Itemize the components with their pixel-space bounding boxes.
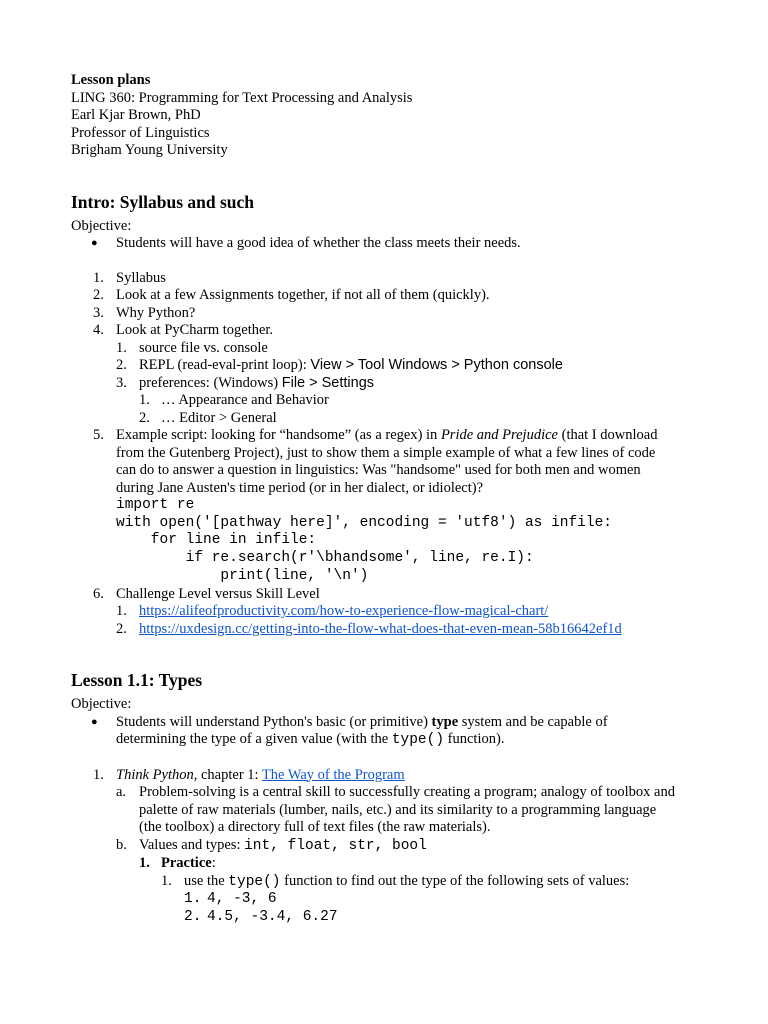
list-item: 2. https://uxdesign.cc/getting-into-the-flow-what-does-that-even-mean-58b16642ef1d — [116, 620, 622, 637]
course-name: LING 360: Programming for Text Processing and Analysis — [71, 89, 413, 106]
list-item: 3. Why Python? — [93, 304, 196, 321]
flow-chart-link[interactable]: https://alifeofproductivity.com/how-to-experience-flow-magical-chart/ — [139, 603, 549, 620]
list-item: 1. use the type() function to find out the type of the following sets of values: — [161, 872, 630, 890]
bullet-marker: ● — [91, 237, 98, 249]
list-item: 2. … Editor > General — [139, 409, 277, 426]
way-of-program-link[interactable]: The Way of the Program — [261, 766, 405, 783]
practice-label: Practice — [161, 855, 212, 872]
author-name: Earl Kjar Brown, PhD — [71, 107, 201, 123]
code-line: with open('[pathway here]', encoding = 'utf8') as infile: — [116, 514, 612, 531]
lesson-list — [71, 767, 701, 927]
list-item: 1. Practice: — [139, 855, 216, 872]
code-line: print(line, '\n') — [116, 567, 369, 584]
lesson-objective-bullet: ● Students will understand Python's basic (or primitive) type system and be capable of determining the type of a given value (with the type() function). — [91, 713, 608, 749]
menu-path: View > Tool Windows > Python console — [310, 357, 563, 373]
lesson-heading: Lesson 1.1: Types — [71, 670, 203, 691]
list-item: 1. Think Python, chapter 1: The Way of the Program — [93, 766, 405, 783]
intro-objective-label: Objective: — [71, 217, 132, 234]
type-names: int, float, str, bool — [244, 837, 427, 854]
menu-path: File > Settings — [281, 374, 375, 391]
intro-list — [71, 270, 701, 639]
intro-objective-bullet: ● Students will have a good idea of whether the class meets their needs. — [91, 235, 521, 251]
code-line: import re — [116, 497, 195, 513]
document-page — [71, 72, 701, 926]
list-item: 1. https://alifeofproductivity.com/how-to-experience-flow-magical-chart/ — [116, 603, 549, 620]
intro-heading: Intro: Syllabus and such — [71, 191, 255, 212]
book-title: Think Python — [116, 766, 194, 783]
code-line: for line in infile: — [116, 532, 317, 549]
list-item: 5. Example script: looking for “handsome” (as a regex) in Pride and Prejudice (that I download from the Gutenberg Project), just to show them a simple example of what a few lines of code can do to answer a question in linguistics: Was "handsome" used for both men and women during Jane Austen's time period (or in her dialect, or idiolect)? import re with open('[pathway here]', encoding = 'utf8') as infile: for line in infile: if re.search(r'\bhandsome', line, re.I): print(line, '\n') — [71, 427, 701, 586]
list-item: 2. Look at a few Assignments together, if not all of them (quickly). — [93, 287, 490, 303]
doc-title: Lesson plans — [71, 72, 151, 88]
university-name: Brigham Young University — [71, 142, 228, 158]
lesson-objective-label: Objective: — [71, 696, 132, 713]
author-position: Professor of Linguistics — [71, 124, 210, 141]
list-item: 1. Syllabus — [93, 269, 166, 286]
uxdesign-flow-link[interactable]: https://uxdesign.cc/getting-into-the-flow-what-does-that-even-mean-58b16642ef1d — [139, 620, 622, 637]
list-item: 1. … Appearance and Behavior — [139, 392, 329, 408]
list-item: 3. preferences: (Windows) File > Settings — [116, 374, 375, 391]
list-item: 4. Look at PyCharm together. — [93, 322, 274, 338]
list-item: 2. REPL (read-eval-print loop): View > Tool Windows > Python console — [116, 357, 563, 373]
list-item: a. Problem-solving is a central skill to successfully creating a program; analogy of toolbox and palette of raw materials (lumber, nails, etc.) and its similarity to a programming language (the toolbox) a directory full of text files (the raw materials). — [116, 784, 675, 836]
bullet-marker: ● — [91, 715, 98, 728]
code-line: if re.search(r'\bhandsome', line, re.I): — [116, 550, 534, 567]
list-item: b. Values and types: int, float, str, bool — [116, 836, 427, 854]
book-title: Pride and Prejudice — [440, 427, 558, 443]
list-item: 6. Challenge Level versus Skill Level — [93, 585, 320, 602]
list-item: 1. source file vs. console — [116, 339, 268, 356]
code-block — [116, 497, 701, 586]
list-item: 1. 4, -3, 6 — [184, 891, 277, 908]
list-item: 2. 4.5, -3.4, 6.27 — [184, 908, 338, 925]
